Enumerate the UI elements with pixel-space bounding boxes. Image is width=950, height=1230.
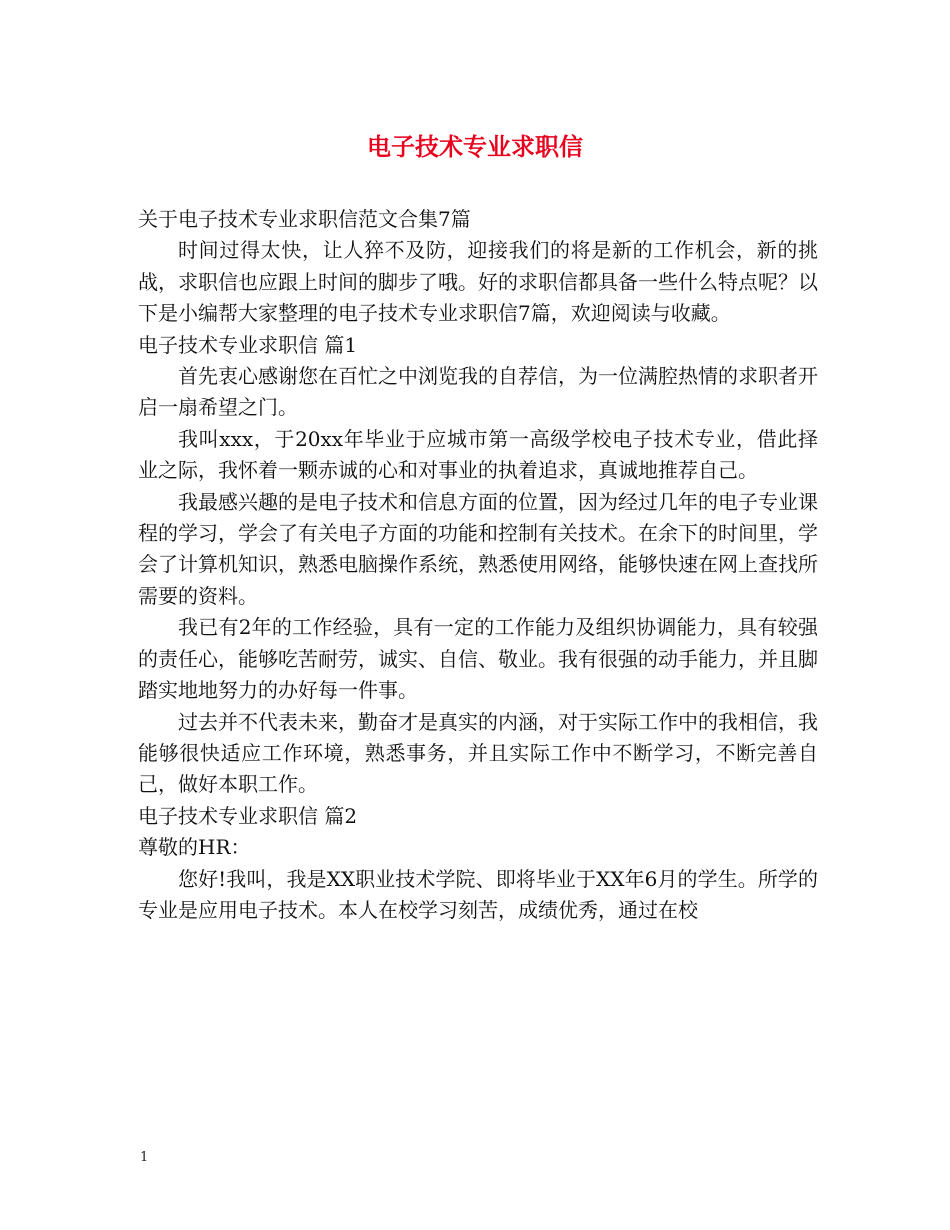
page-number: 1 — [140, 1150, 149, 1165]
intro-paragraph: 时间过得太快，让人猝不及防，迎接我们的将是新的工作机会，新的挑战，求职信也应跟上时间的脚步了哦。好的求职信都具备一些什么特点呢？以下是小编帮大家整理的电子技术专业求职信7篇，欢迎阅读与收藏。 — [138, 238, 818, 326]
document-body — [138, 204, 818, 926]
paragraph: 我最感兴趣的是电子技术和信息方面的位置，因为经过几年的电子专业课程的学习，学会了有关电子方面的功能和控制有关技术。在余下的时间里，学会了计算机知识，熟悉电脑操作系统，熟悉使用网络，能够快速在网上查找所需要的资料。 — [138, 489, 818, 608]
section-heading-2: 电子技术专业求职信 篇2 — [138, 803, 358, 828]
paragraph: 我叫xxx，于20xx年毕业于应城市第一高级学校电子技术专业，借此择业之际，我怀着一颗赤诚的心和对事业的执着追求，真诚地推荐自己。 — [138, 426, 818, 483]
paragraph: 我已有2年的工作经验，具有一定的工作能力及组织协调能力，具有较强的责任心，能够吃苦耐劳，诚实、自信、敬业。我有很强的动手能力，并且脚踏实地地努力的办好每一件事。 — [138, 615, 818, 703]
paragraph: 首先衷心感谢您在百忙之中浏览我的自荐信，为一位满腔热情的求职者开启一扇希望之门。 — [138, 364, 818, 420]
document-subtitle: 关于电子技术专业求职信范文合集7篇 — [138, 207, 471, 231]
salutation: 尊敬的HR： — [138, 835, 251, 860]
section-heading-1: 电子技术专业求职信 篇1 — [138, 332, 358, 357]
paragraph: 过去并不代表未来，勤奋才是真实的内涵，对于实际工作中的我相信，我能够很快适应工作环境，熟悉事务，并且实际工作中不断学习，不断完善自己，做好本职工作。 — [138, 709, 818, 797]
document-title: 电子技术专业求职信 — [367, 132, 583, 161]
paragraph: 您好!我叫，我是XX职业技术学院、即将毕业于XX年6月的学生。所学的专业是应用电子技术。本人在校学习刻苦，成绩优秀，通过在校 — [138, 866, 818, 922]
